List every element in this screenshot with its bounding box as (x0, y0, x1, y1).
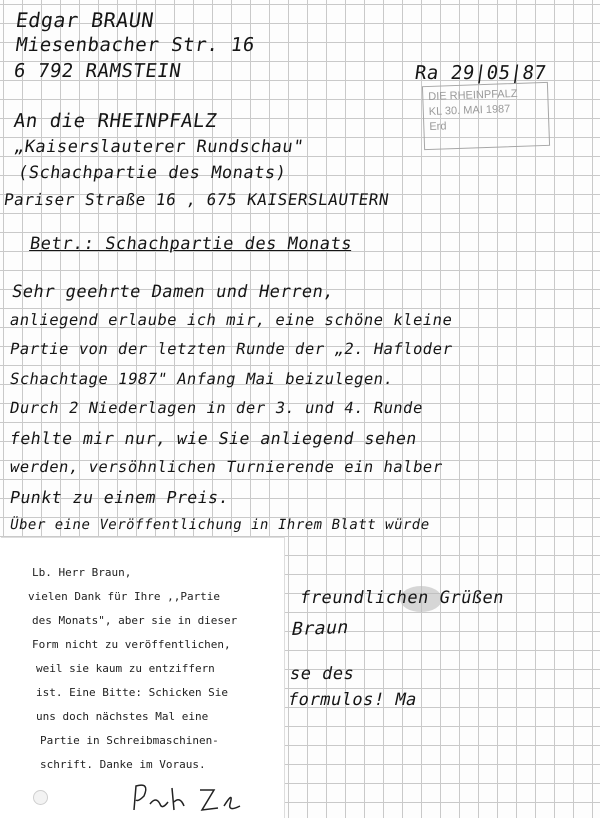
stamp-line-2: KL 30. MAI 1987 (428, 103, 511, 118)
recipient-line-4: Pariser Straße 16 , 675 KAISERSLAUTERN (2, 190, 391, 209)
punch-hole (33, 790, 48, 805)
body-line: Schachtage 1987" Anfang Mai beizulegen. (8, 370, 396, 388)
body-line: Über eine Veröffentlichung in Ihrem Blatt würde (8, 517, 432, 533)
closing-greeting: freundlichen Grüßen (298, 588, 506, 608)
typed-reply-note (0, 538, 284, 818)
stamp-line-3: Erd (429, 120, 447, 133)
note-line: vielen Dank für Ihre ,,Partie (28, 590, 221, 603)
reception-stamp (422, 82, 550, 150)
note-signature (130, 780, 250, 818)
sender-name: Edgar BRAUN (14, 8, 156, 32)
note-line: Lb. Herr Braun, (32, 566, 132, 579)
body-line: Durch 2 Niederlagen in der 3. und 4. Runde (8, 399, 425, 417)
note-line: schrift. Danke im Voraus. (40, 758, 206, 771)
margin-fragment: se des (288, 664, 357, 684)
body-line: werden, versöhnlichen Turnierende ein halber (8, 458, 445, 476)
recipient-line-2: „Kaiserslauterer Rundschau" (12, 137, 306, 157)
recipient-line-1: An die RHEINPFALZ (12, 110, 219, 132)
note-line: des Monats", aber sie in dieser (32, 614, 238, 627)
sender-street: Miesenbacher Str. 16 (14, 34, 257, 56)
note-line: uns doch nächstes Mal eine (36, 710, 209, 723)
note-line: ist. Eine Bitte: Schicken Sie (36, 686, 229, 699)
body-line: fehlte mir nur, wie Sie anliegend sehen (8, 429, 419, 448)
body-line: Partie von der letzten Runde der „2. Hafloder (8, 340, 455, 358)
body-line: Sehr geehrte Damen und Herren, (10, 282, 336, 302)
letter-date: Ra 29|05|87 (413, 62, 548, 84)
body-line: anliegend erlaube ich mir, eine schöne kleine (8, 311, 455, 329)
note-line: Form nicht zu veröffentlichen, (32, 638, 231, 651)
subject-line: Betr.: Schachpartie des Monats (28, 234, 354, 254)
sender-city: 6 792 RAMSTEIN (12, 60, 183, 82)
stamp-line-1: DIE RHEINPFALZ (428, 87, 518, 103)
note-line: Partie in Schreibmaschinen- (40, 734, 219, 747)
recipient-line-3: (Schachpartie des Monats) (16, 163, 288, 183)
closing-name: Braun (289, 617, 352, 640)
body-line: Punkt zu einem Preis. (8, 488, 231, 507)
margin-fragment: formulos! Ma (285, 690, 419, 710)
note-line: weil sie kaum zu entziffern (36, 662, 215, 675)
